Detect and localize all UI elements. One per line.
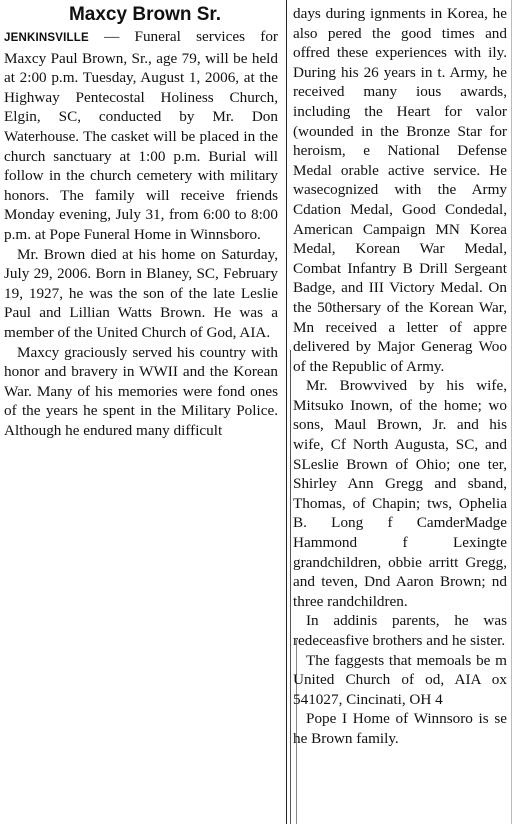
obituary-headline: Maxcy Brown Sr. xyxy=(68,4,222,25)
column-divider xyxy=(286,0,287,824)
paragraph-survivors: Mr. Browvived by his wife, Mitsuko Inown, of the home; wo sons, Maul Brown, Jr. and his wife, Cf North Augusta, SC, and SLeslie Brown of Ohio; one ter, Shirley Ann Gregg and sband, Thomas, of Chapin; tws, Ophelia B. Long f CamderMadge Hammond f Lexingte grandchildren, obbie arritt Gregg, and teven, Dnd Aaron Brown; nd three randchildren. xyxy=(293,377,507,610)
paragraph-military-continued: days during ignments in Korea, he also pered the good times and offred these experiences with ily. During his 26 years in t. Army, he received many ious awards, including the Heart for valor (wounded in the Bronze Star for heroism, e National Defense Medal orable active service. He wasecognized with the Army Cdation Medal, Good Condedal, American Campaign MN Korea Medal, Korean War Medal, Combat Infantry B Drill Sergeant Badge, and III Victory Medal. On the 50thersary of the Korean War, Mn received a letter of appre delivered by Major Generag Woo of the Republic of Army. xyxy=(293,5,507,375)
paragraph-predeceased: In addinis parents, he was redeceasfive brothers and he sister. xyxy=(293,612,507,649)
dateline: JENKINSVILLE xyxy=(4,32,89,44)
paragraph-funeral-services xyxy=(4,27,278,245)
paragraph-biography: Mr. Brown died at his home on Saturday, July 29, 2006. Born in Blaney, SC, February 19, 1927, he was the son of the late Leslie Paul and Lillian Watts Brown. He was a member of the United Church of God, AIA. xyxy=(4,245,278,341)
fold-line xyxy=(290,350,291,824)
paragraph-funeral-services-text: — Funeral services for Maxcy Paul Brown, Sr., age 79, will be held at 2:00 p.m. Tuesday, August 1, 2006, at the Highway Pentecostal Holiness Church, Elgin, SC, conducted by Mr. Don Waterhouse. The casket will be placed in the church sanctuary at 1:00 p.m. Burial will follow in the church cemetery with military honors. The family will receive friends Monday evening, July 31, from 6:00 to 8:00 p.m. at Pope Funeral Home in Winnsboro. xyxy=(4,28,278,243)
paragraph-funeral-home: Pope I Home of Winnsoro is se he Brown family. xyxy=(293,710,507,747)
left-column xyxy=(4,4,278,440)
paragraph-military-service: Maxcy graciously served his country with honor and bravery in WWII and the Korean War. Many of his memories were fond ones of the years he spent in the Military Police. Although he endured many difficult xyxy=(4,343,278,439)
right-column xyxy=(293,4,507,749)
paragraph-memorials: The faggests that memoals be m United Church of od, AIA ox 541027, Cincinati, OH 4 xyxy=(293,651,507,708)
clipping-edge xyxy=(511,0,512,824)
